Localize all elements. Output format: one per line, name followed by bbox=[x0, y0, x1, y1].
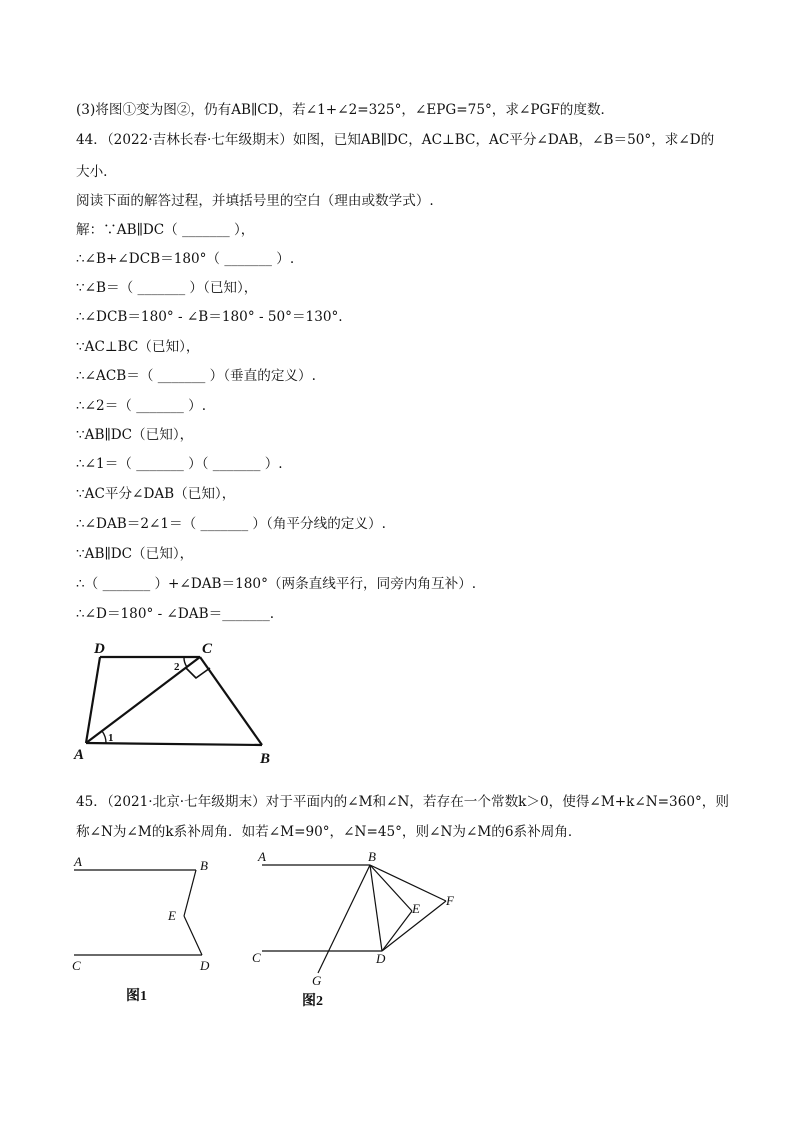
figure-2 bbox=[252, 845, 467, 1015]
segment-ED bbox=[184, 916, 202, 955]
fig1-label-E: E bbox=[168, 908, 176, 923]
fig2-label-A: A bbox=[258, 849, 266, 864]
solution-step-8: ∵AB∥DC（已知）， bbox=[76, 427, 194, 443]
figure-1 bbox=[68, 848, 228, 1008]
solution-step-10: ∵AC平分∠DAB（已知）， bbox=[76, 486, 236, 502]
fig2-label-F: F bbox=[446, 893, 454, 908]
q45-statement-line2: 称∠N为∠M的k系补周角．如若∠M=90°，∠N=45°，则∠N为∠M的6系补周角． bbox=[76, 824, 582, 840]
fig2-label-G: G bbox=[312, 973, 322, 988]
fig1-label-D: D bbox=[200, 958, 210, 973]
segment-CB bbox=[200, 657, 262, 745]
label-B: B bbox=[260, 751, 271, 765]
solution-step-12: ∵AB∥DC（已知）， bbox=[76, 546, 194, 562]
q45-statement-line1: 45．（2021·北京·七年级期末）对于平面内的∠M和∠N，若存在一个常数k＞0，使得∠M+k∠N=360°，则 bbox=[76, 794, 729, 810]
solution-step-14: ∴∠D＝180° - ∠DAB＝_______. bbox=[76, 606, 275, 622]
solution-step-6: ∴∠ACB＝（ _______ ）（垂直的定义）. bbox=[76, 368, 316, 384]
fig2-label-B: B bbox=[368, 849, 376, 864]
solution-step-7: ∴∠2＝（ _______ ）. bbox=[76, 398, 207, 414]
q44-statement-line2: 大小. bbox=[76, 164, 108, 180]
label-D: D bbox=[94, 641, 105, 657]
fig2-caption: 图2 bbox=[302, 994, 323, 1009]
segment-BG bbox=[318, 865, 370, 973]
segment-BE bbox=[184, 870, 196, 916]
label-A: A bbox=[74, 747, 85, 763]
solution-step-4: ∴∠DCB＝180° - ∠B＝180° - 50°＝130°. bbox=[76, 309, 343, 325]
solution-step-9: ∴∠1＝（ _______ ）（ _______ ）. bbox=[76, 456, 283, 472]
solution-step-11: ∴∠DAB＝2∠1＝（ _______ ）（角平分线的定义）. bbox=[76, 516, 386, 532]
fig2-label-E: E bbox=[412, 901, 420, 916]
solution-step-2: ∴∠B+∠DCB＝180°（ _______ ）. bbox=[76, 251, 295, 267]
angle-arc-2 bbox=[184, 657, 187, 667]
solution-step-3: ∵∠B＝（ _______ ）（已知）， bbox=[76, 280, 258, 296]
fig1-label-C: C bbox=[72, 958, 81, 973]
segment-BD bbox=[370, 865, 382, 951]
fig1-caption: 图1 bbox=[126, 989, 147, 1004]
segment-DA bbox=[86, 657, 100, 743]
fig1-label-B: B bbox=[200, 858, 208, 873]
segment-BF bbox=[370, 865, 446, 901]
segment-BE bbox=[370, 865, 412, 911]
solution-step-5: ∵AC⊥BC（已知）， bbox=[76, 339, 200, 355]
q44-instruction: 阅读下面的解答过程，并填括号里的空白（理由或数学式）. bbox=[76, 193, 434, 209]
solution-step-1: 解：∵AB∥DC（ _______ ）， bbox=[76, 222, 255, 238]
q44-statement-line1: 44．（2022·吉林长春·七年级期末）如图，已知AB∥DC，AC⊥BC，AC平分∠DAB，∠B＝50°，求∠D的 bbox=[76, 132, 715, 148]
segment-AC bbox=[86, 657, 200, 743]
quadrilateral-figure bbox=[70, 635, 290, 765]
fig1-label-A: A bbox=[74, 854, 82, 869]
fig2-label-C: C bbox=[252, 950, 261, 965]
right-angle-mark bbox=[186, 668, 210, 678]
solution-step-13: ∴（ _______ ）+∠DAB＝180°（两条直线平行，同旁内角互补）. bbox=[76, 576, 477, 592]
angle-arc-1 bbox=[102, 731, 106, 743]
fig2-label-D: D bbox=[376, 951, 386, 966]
label-C: C bbox=[202, 641, 213, 657]
label-angle-1: 1 bbox=[108, 732, 114, 744]
q43-part3-line: (3)将图①变为图②，仍有AB∥CD，若∠1+∠2=325°，∠EPG=75°，求∠PGF的度数． bbox=[76, 102, 615, 118]
label-angle-2: 2 bbox=[174, 661, 180, 673]
